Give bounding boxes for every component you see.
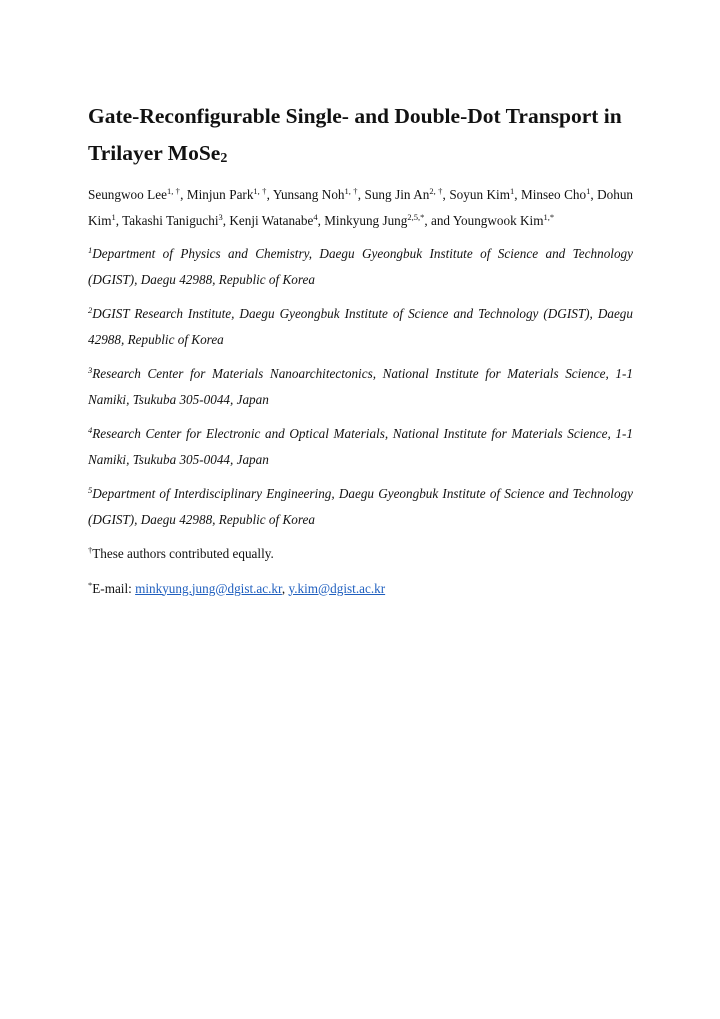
author-affiliation-mark: 1 xyxy=(111,211,116,222)
email-link-2[interactable]: y.kim@dgist.ac.kr xyxy=(288,580,386,596)
author-list xyxy=(88,182,633,233)
paper-title-subscript: 2 xyxy=(220,151,228,166)
affiliation-5 xyxy=(88,481,633,532)
affiliation-2 xyxy=(88,301,633,352)
author-affiliation-mark: 1, † xyxy=(344,186,358,196)
author-separator: , xyxy=(357,187,365,202)
author-separator: , xyxy=(514,187,522,202)
affiliation-number: 4 xyxy=(88,425,93,435)
author-separator: , xyxy=(222,212,230,228)
affiliation-number: 5 xyxy=(88,485,93,495)
title-page-content xyxy=(88,98,633,610)
author-name: Seungwoo Lee xyxy=(88,187,167,202)
author-name: Minkyung Jung xyxy=(324,212,408,228)
author-separator: , xyxy=(180,187,187,202)
author-separator: , xyxy=(590,187,598,202)
author-name: Kenji Watanabe xyxy=(229,212,314,228)
affiliation-3 xyxy=(88,361,633,412)
author-affiliation-mark: 2, † xyxy=(429,186,443,196)
equal-contribution-mark: † xyxy=(88,545,93,555)
paper-title-text: Gate-Reconfigurable Single- and Double-Dot Transport in Trilayer MoSe xyxy=(88,104,622,165)
affiliation-text: Research Center for Electronic and Optical Materials, National Institute for Materials Science, 1-1 Namiki, Tsukuba 305-0044, Japan xyxy=(88,426,633,467)
contact-email-line xyxy=(88,576,633,602)
paper-title xyxy=(88,98,633,172)
email-separator: , xyxy=(281,580,289,596)
affiliation-text: Research Center for Materials Nanoarchitectonics, National Institute for Materials Science, 1-1 Namiki, Tsukuba 305-0044, Japan xyxy=(88,366,633,407)
author-name: Yunsang Noh xyxy=(272,187,345,202)
author-separator: , xyxy=(115,212,123,228)
author-affiliation-mark: 1, † xyxy=(166,186,181,196)
author-affiliation-mark: 1,* xyxy=(543,211,555,222)
author-affiliation-mark: 1, † xyxy=(253,186,267,196)
author-separator: , xyxy=(442,187,450,202)
author-affiliation-mark: 2,5,* xyxy=(407,211,425,222)
author-name: Takashi Taniguchi xyxy=(122,212,219,228)
author-name: Minseo Cho xyxy=(521,187,587,202)
author-name: Soyun Kim xyxy=(449,187,510,202)
equal-contribution-text: These authors contributed equally. xyxy=(92,546,274,561)
author-separator: , xyxy=(266,187,273,202)
author-affiliation-mark: 1 xyxy=(509,186,515,196)
author-name: Sung Jin An xyxy=(364,187,430,202)
author-affiliation-mark: 3 xyxy=(218,211,223,222)
email-label: E-mail: xyxy=(92,580,136,596)
author-name: Youngwook Kim xyxy=(452,212,544,228)
affiliation-number: 1 xyxy=(88,245,93,255)
author-name: Dohun Kim xyxy=(88,187,634,228)
affiliation-number: 3 xyxy=(88,365,93,375)
email-link-1[interactable]: minkyung.jung@dgist.ac.kr xyxy=(135,580,282,596)
affiliation-text: Department of Physics and Chemistry, Daegu Gyeongbuk Institute of Science and Technology (DGIST), Daegu 42988, Republic of Korea xyxy=(88,246,633,287)
author-separator: , xyxy=(317,212,325,228)
corresponding-mark: * xyxy=(88,579,93,590)
affiliation-text: Department of Interdisciplinary Engineering, Daegu Gyeongbuk Institute of Science and Technology (DGIST), Daegu 42988, Republic of Korea xyxy=(88,486,633,527)
author-name: Minjun Park xyxy=(186,187,254,202)
author-separator: , and xyxy=(424,212,453,228)
author-affiliation-mark: 4 xyxy=(313,211,318,222)
equal-contribution-note xyxy=(88,541,633,567)
affiliation-1 xyxy=(88,241,633,292)
affiliation-list xyxy=(88,241,633,532)
affiliation-text: DGIST Research Institute, Daegu Gyeongbuk Institute of Science and Technology (DGIST), Daegu 42988, Republic of Korea xyxy=(88,306,633,347)
affiliation-number: 2 xyxy=(88,305,93,315)
author-affiliation-mark: 1 xyxy=(586,186,591,196)
affiliation-4 xyxy=(88,421,633,472)
